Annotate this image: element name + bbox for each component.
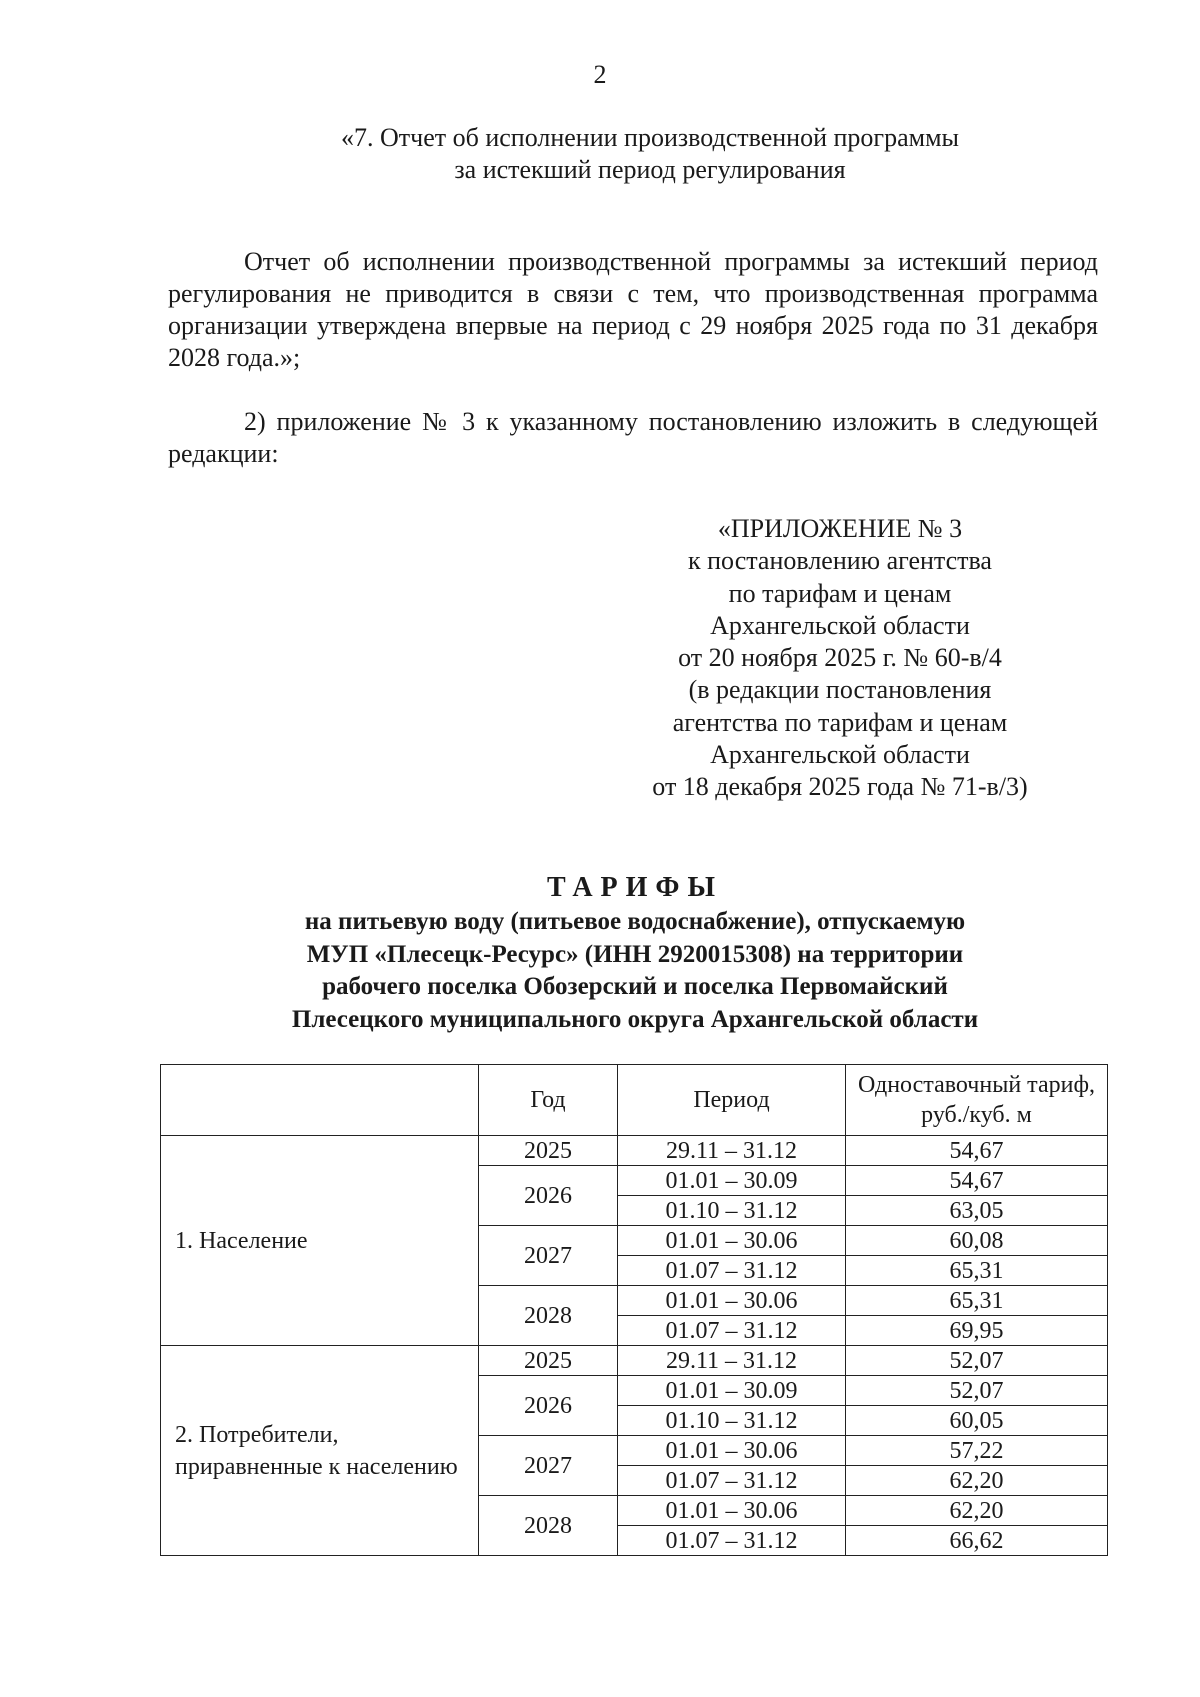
period-cell: 01.10 – 31.12 (618, 1406, 846, 1436)
tariff-cell: 62,20 (846, 1466, 1108, 1496)
report-paragraph: Отчет об исполнении производственной программы за истекший период регулирования не приводится в связи с тем, что производственная программа организации утверждена впервые на период с 29 ноября 2025 года по 31 декабря 2028 года.»; (168, 247, 1098, 372)
consumer-group-label (161, 1346, 479, 1556)
period-cell: 01.07 – 31.12 (618, 1526, 846, 1556)
period-cell: 01.01 – 30.06 (618, 1226, 846, 1256)
year-cell: 2028 (479, 1286, 618, 1346)
consumer-group-label-line-1: 1. Население (175, 1227, 308, 1254)
period-cell: 29.11 – 31.12 (618, 1346, 846, 1376)
section-heading (200, 122, 1100, 186)
year-cell: 2027 (479, 1436, 618, 1496)
appendix-line: агентства по тарифам и ценам (672, 707, 1008, 737)
appendix-block (610, 513, 1070, 804)
tariff-cell: 63,05 (846, 1196, 1108, 1226)
period-cell: 01.07 – 31.12 (618, 1466, 846, 1496)
appendix-line: Архангельской области (710, 740, 970, 770)
tariff-cell: 60,05 (846, 1406, 1108, 1436)
header-year: Год (479, 1065, 618, 1136)
amendment-paragraph: 2) приложение № 3 к указанному постановлению изложить в следующей редакции: (168, 407, 1098, 468)
year-cell: 2026 (479, 1166, 618, 1226)
year-cell: 2025 (479, 1346, 618, 1376)
tariff-title (160, 870, 1110, 1036)
appendix-line: к постановлению агентства (688, 546, 992, 576)
header-tariff-line-1: Одноставочный тариф, (857, 1072, 1095, 1098)
consumer-group-label-line-2: приравненные к населению (175, 1453, 458, 1480)
period-cell: 01.01 – 30.06 (618, 1286, 846, 1316)
header-period: Период (618, 1065, 846, 1136)
tariff-cell: 62,20 (846, 1496, 1108, 1526)
consumer-group-label-line-1: 2. Потребители, (175, 1421, 339, 1448)
page-number: 2 (593, 60, 607, 89)
tariff-subtitle-line: МУП «Плесецк-Ресурс» (ИНН 2920015308) на территории (306, 940, 964, 968)
section-heading-line-1: «7. Отчет об исполнении производственной программы (340, 123, 960, 152)
tariff-cell: 52,07 (846, 1346, 1108, 1376)
period-cell: 01.01 – 30.09 (618, 1376, 846, 1406)
period-cell: 01.01 – 30.09 (618, 1166, 846, 1196)
appendix-line: от 20 ноября 2025 г. № 60-в/4 (678, 643, 1002, 673)
period-cell: 01.01 – 30.06 (618, 1436, 846, 1466)
year-cell: 2025 (479, 1136, 618, 1166)
tariff-cell: 65,31 (846, 1256, 1108, 1286)
period-cell: 01.01 – 30.06 (618, 1496, 846, 1526)
tariff-subtitle-line: на питьевую воду (питьевое водоснабжение), отпускаемую (304, 908, 966, 935)
appendix-line: Архангельской области (710, 610, 970, 640)
year-cell: 2028 (479, 1496, 618, 1556)
table-body (161, 1136, 1108, 1556)
header-tariff-line-2: руб./куб. м (921, 1102, 1032, 1128)
tariff-table (160, 1064, 1108, 1556)
table-header-row (161, 1065, 1108, 1136)
year-cell: 2026 (479, 1376, 618, 1436)
tariff-subtitle-line: рабочего поселка Обозерский и поселка Первомайский (322, 973, 948, 1000)
tariff-cell: 69,95 (846, 1316, 1108, 1346)
appendix-line: по тарифам и ценам (728, 578, 952, 608)
tariff-cell: 52,07 (846, 1376, 1108, 1406)
tariff-cell: 54,67 (846, 1136, 1108, 1166)
tariff-subtitle-line: Плесецкого муниципального округа Архангельской области (291, 1005, 979, 1033)
tariff-cell: 66,62 (846, 1526, 1108, 1556)
period-cell: 01.07 – 31.12 (618, 1316, 846, 1346)
tariff-heading: ТАРИФЫ (547, 872, 723, 903)
period-cell: 01.07 – 31.12 (618, 1256, 846, 1286)
header-category (161, 1065, 479, 1136)
header-tariff (846, 1065, 1108, 1136)
tariff-cell: 57,22 (846, 1436, 1108, 1466)
section-heading-line-2: за истекший период регулирования (454, 155, 846, 184)
tariff-cell: 54,67 (846, 1166, 1108, 1196)
appendix-line: от 18 декабря 2025 года № 71-в/3) (652, 772, 1028, 802)
period-cell: 01.10 – 31.12 (618, 1196, 846, 1226)
appendix-line: (в редакции постановления (688, 675, 992, 705)
appendix-line: «ПРИЛОЖЕНИЕ № 3 (717, 514, 963, 543)
year-cell: 2027 (479, 1226, 618, 1286)
table-row (161, 1346, 1108, 1376)
tariff-cell: 60,08 (846, 1226, 1108, 1256)
table-row (161, 1136, 1108, 1166)
period-cell: 29.11 – 31.12 (618, 1136, 846, 1166)
tariff-cell: 65,31 (846, 1286, 1108, 1316)
consumer-group-label (161, 1136, 479, 1346)
